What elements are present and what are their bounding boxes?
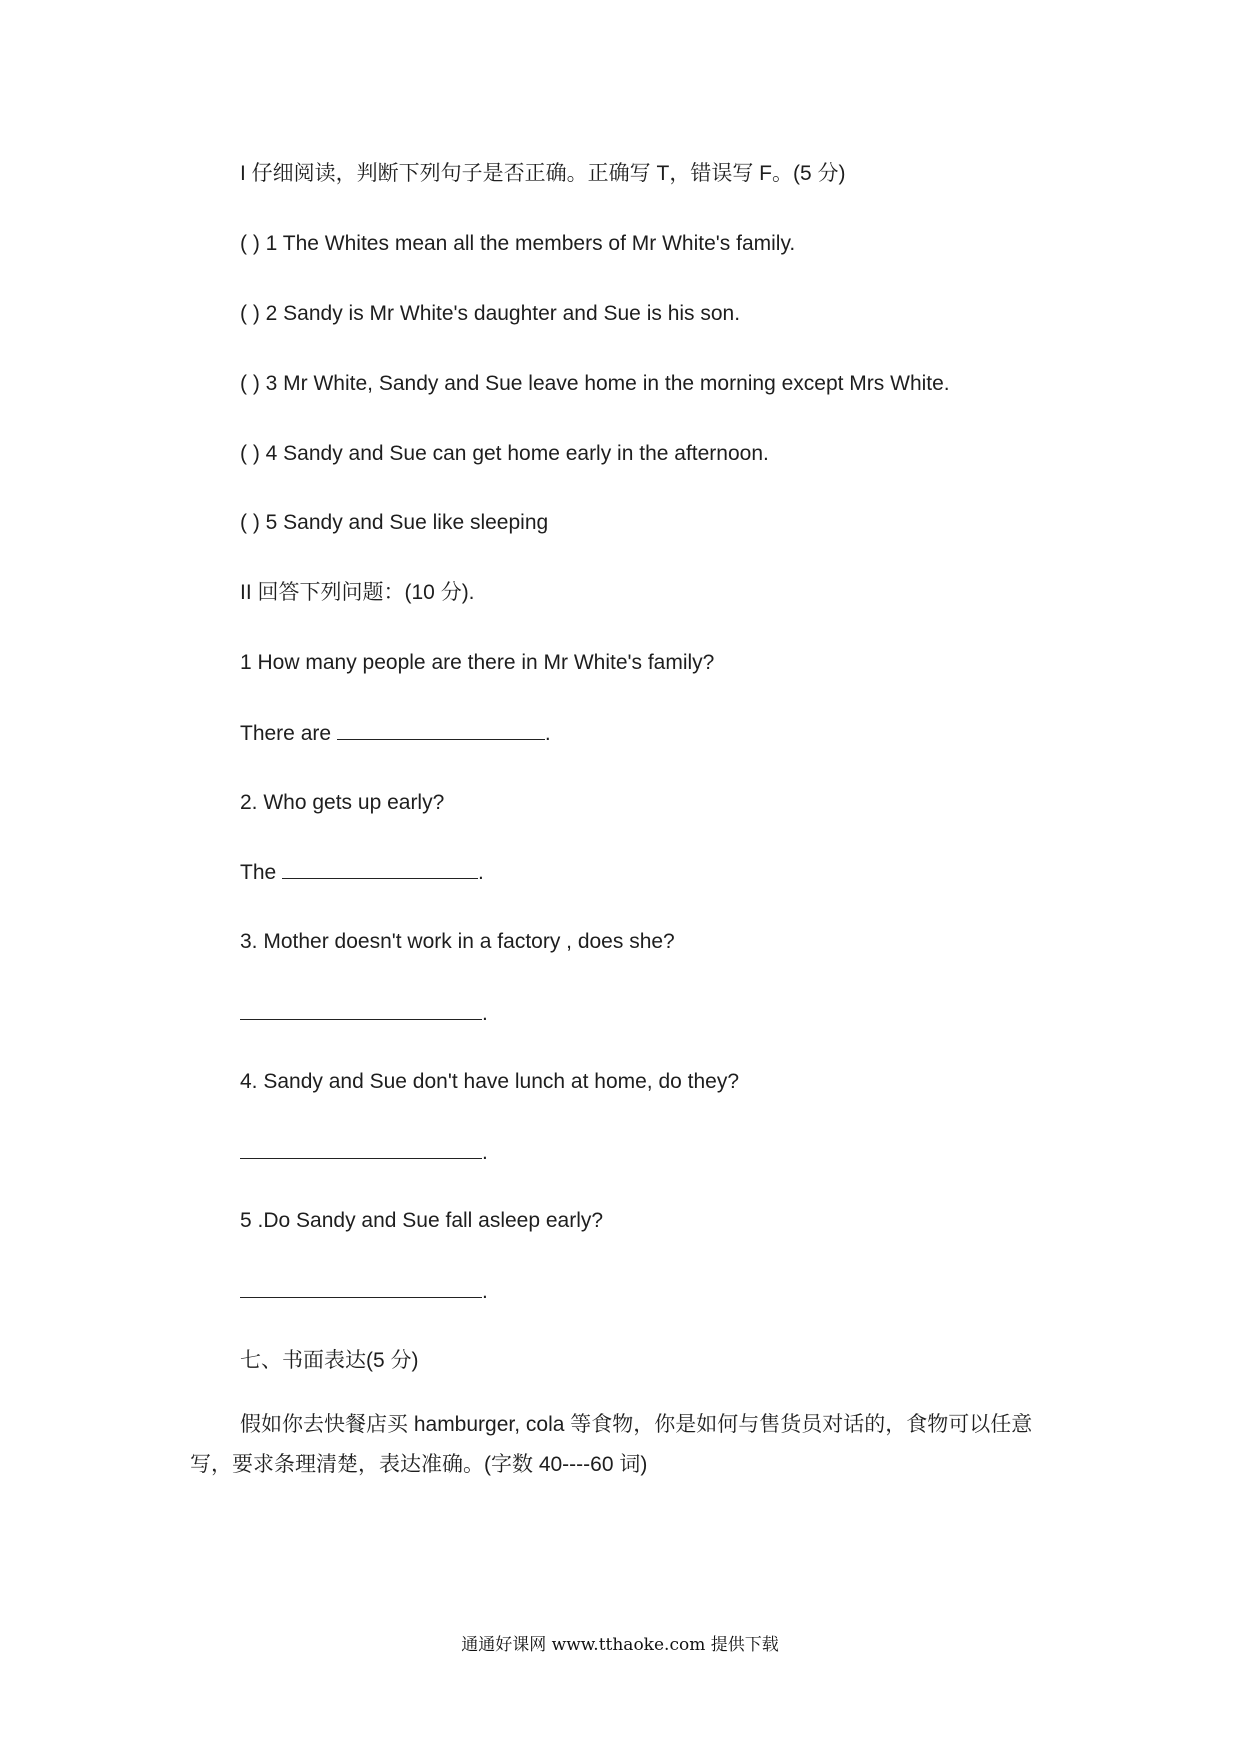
question-1: 1 How many people are there in Mr White's family? bbox=[240, 651, 715, 674]
answer-line-1 bbox=[240, 720, 551, 747]
tf-item-2: ( ) 2 Sandy is Mr White's daughter and Sue is his son. bbox=[240, 302, 741, 325]
answer-blank bbox=[240, 1000, 482, 1020]
answer-blank bbox=[240, 1278, 482, 1298]
answer-prefix: The bbox=[240, 861, 277, 884]
writing-task-paragraph bbox=[190, 1405, 1070, 1485]
section2-heading: II 回答下列问题：(10 分). bbox=[240, 581, 475, 604]
tf-item-3: ( ) 3 Mr White, Sandy and Sue leave home in the morning except Mrs White. bbox=[240, 372, 950, 395]
tf-item-5: ( ) 5 Sandy and Sue like sleeping bbox=[240, 511, 549, 534]
answer-suffix: . bbox=[544, 722, 551, 745]
tf-item-1: ( ) 1 The Whites mean all the members of Mr White's family. bbox=[240, 232, 796, 255]
section1-heading: I 仔细阅读，判断下列句子是否正确。正确写 T，错误写 F。(5 分) bbox=[240, 162, 846, 185]
answer-suffix: . bbox=[478, 861, 484, 884]
answer-line-3 bbox=[240, 1000, 488, 1027]
answer-blank bbox=[240, 1139, 482, 1159]
page-footer: 通通好课网 www.tthaoke.com 提供下载 bbox=[461, 1635, 779, 1655]
answer-blank bbox=[337, 720, 545, 740]
question-2: 2. Who gets up early? bbox=[240, 791, 445, 814]
tf-item-4: ( ) 4 Sandy and Sue can get home early in the afternoon. bbox=[240, 442, 769, 465]
answer-line-2 bbox=[240, 859, 484, 886]
answer-suffix: . bbox=[482, 1141, 488, 1164]
question-4: 4. Sandy and Sue don't have lunch at home, do they? bbox=[240, 1070, 740, 1093]
answer-blank bbox=[282, 859, 478, 879]
answer-line-4 bbox=[240, 1139, 488, 1166]
question-3: 3. Mother doesn't work in a factory , does she? bbox=[240, 930, 675, 953]
answer-suffix: . bbox=[482, 1002, 488, 1025]
answer-prefix: There are bbox=[240, 722, 332, 745]
question-5: 5 .Do Sandy and Sue fall asleep early? bbox=[240, 1209, 604, 1232]
writing-task-text: 假如你去快餐店买 hamburger, cola 等食物，你是如何与售货员对话的，食物可以任意写，要求条理清楚，表达准确。(字数 40----60 词) bbox=[190, 1413, 1033, 1476]
answer-suffix: . bbox=[482, 1280, 488, 1303]
answer-line-5 bbox=[240, 1278, 488, 1305]
section3-heading: 七、书面表达(5 分) bbox=[240, 1349, 419, 1372]
